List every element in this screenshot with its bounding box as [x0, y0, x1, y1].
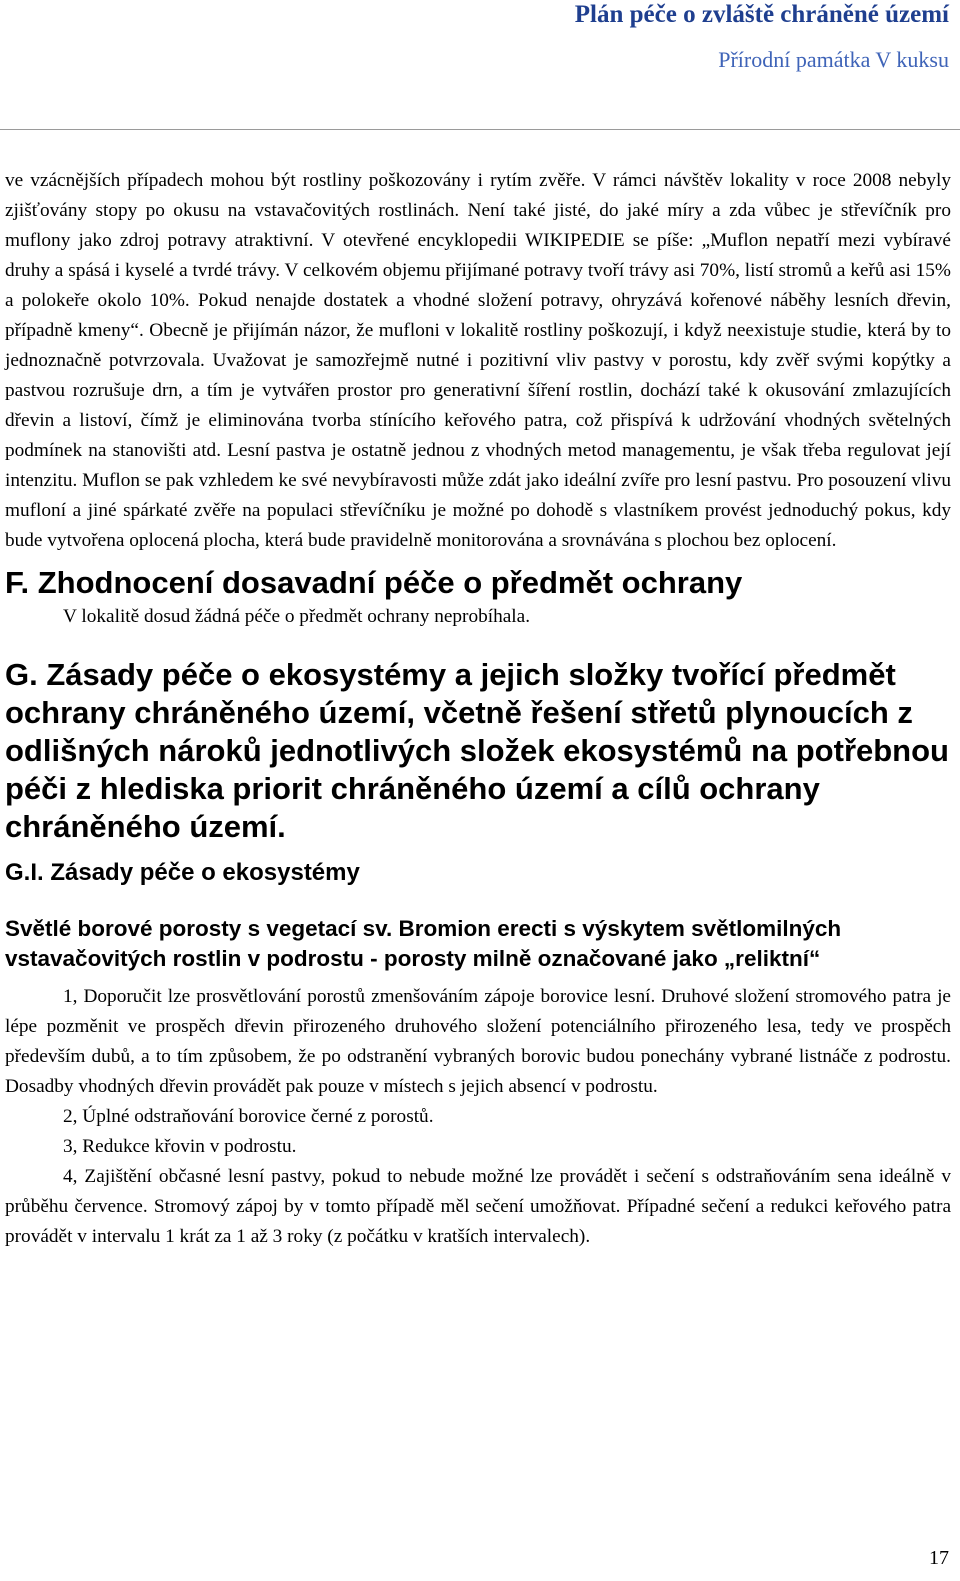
list-item: 4, Zajištění občasné lesní pastvy, pokud to nebude možné lze provádět i sečení s odstraňováním sena ideálně v průběhu července. Stromový zápoj by v tomto případě měl sečení umožňovat. Případné sečení a redukci keřového patra provádět v intervalu 1 krát za 1 až 3 roky (z počátku v kratších intervalech).	[5, 1166, 951, 1247]
page-content	[5, 166, 951, 1252]
section-f-heading: F. Zhodnocení dosavadní péče o předmět ochrany	[5, 565, 743, 600]
document-title: Plán péče o zvláště chráněné území	[574, 1, 949, 28]
section-g-heading: G. Zásady péče o ekosystémy a jejich složky tvořící předmět ochrany chráněného území, včetně řešení střetů plynoucích z odlišných nároků jednotlivých složek ekosystémů na potřebnou péči z hlediska priorit chráněného území a cílů ochrany chráněného území.	[5, 657, 949, 844]
section-f-text: V lokalitě dosud žádná péče o předmět ochrany neprobíhala.	[63, 606, 531, 627]
list-item: 1, Doporučit lze prosvětlování porostů zmenšováním zápoje borovice lesní. Druhové složení stromového patra je lépe pozměnit ve prospěch dřevin přirozeného druhového složení potenciálního přirozeného lesa, tedy ve prospěch především dubů, a to tím způsobem, že po odstranění vybraných borovic budou ponechány vybrané listnáče z podrostu. Dosadby vhodných dřevin provádět pak pouze v místech s jejich absencí v podrostu.	[5, 986, 951, 1097]
header-divider	[0, 129, 960, 130]
habitat-heading: Světlé borové porosty s vegetací sv. Bromion erecti s výskytem světlomilných vstavačovitých rostlin v podrostu - porosty milně označované jako „reliktní“	[5, 916, 842, 971]
page-number: 17	[929, 1547, 949, 1569]
list-item: 3, Redukce křovin v podrostu.	[63, 1136, 297, 1157]
intro-paragraph: ve vzácnějších případech mohou být rostliny poškozovány i rytím zvěře. V rámci návštěv lokality v roce 2008 nebyly zjišťovány stopy po okusu na vstavačovitých rostlinách. Není také jisté, do jaké míry a zda vůbec je střevíčník pro muflony jako zdroj potravy atraktivní. V otevřené encyklopedii WIKIPEDIE se píše: „Muflon nepatří mezi vybíravé druhy a spásá i kyselé a tvrdé trávy. V celkovém objemu přijímané potravy tvoří trávy asi 70%, listí stromů a keřů asi 15% a polokeře okolo 10%. Pokud nenajde dostatek a vhodné složení potravy, ohryzává kořenové náběhy lesních dřevin, případně kmeny“. Obecně je přijímán názor, že mufloni v lokalitě rostliny poškozují, i když neexistuje studie, která by to jednoznačně potvrzovala. Uvažovat je samozřejmě nutné i pozitivní vliv pastvy v porostu, kdy zvěř svými kopýtky a pastvou rozrušuje drn, a tím je vytvářen prostor pro generativní šíření rostlin, dochází také k okusování zmlazujících dřevin a listoví, čímž je eliminována tvorba stínícího keřového patra, což přispívá k udržování vhodných světelných podmínek na stanovišti atd. Lesní pastva je ostatně jednou z vhodných metod managementu, je však třeba regulovat její intenzitu. Muflon se pak vzhledem ke své nevybíravosti může zdát jako ideální zvíře pro lesní pastvu. Pro posouzení vlivu mufloní a jiné spárkaté zvěře na populaci střevíčníku je možné po dohodě s vlastníkem provést jednoduchý pokus, kdy bude vytvořena oplocená plocha, která bude pravidelně monitorována a srovnávána s plochou bez oplocení.	[5, 170, 951, 551]
section-gi-heading: G.I. Zásady péče o ekosystémy	[5, 859, 360, 886]
page-header	[0, 0, 960, 131]
list-item: 2, Úplné odstraňování borovice černé z porostů.	[63, 1106, 434, 1127]
document-subtitle: Přírodní památka V kuksu	[718, 47, 949, 72]
